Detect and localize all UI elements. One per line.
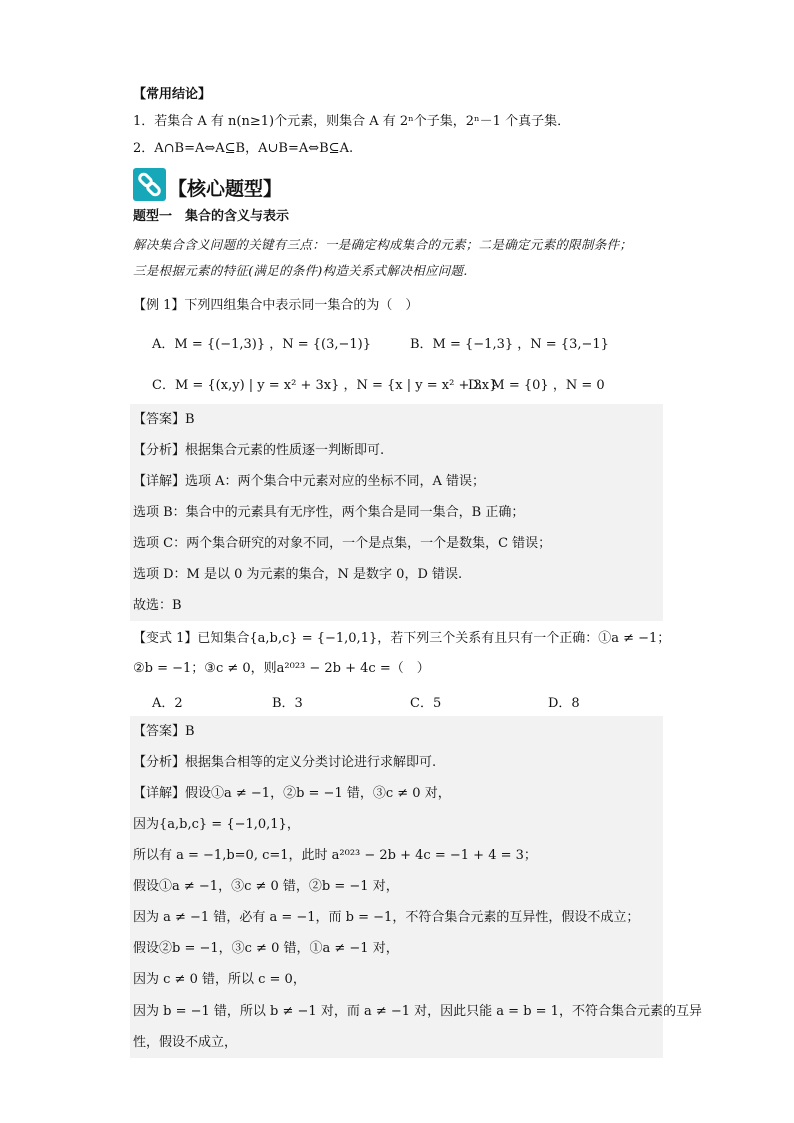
example1-detail-1: 【详解】选项 A：两个集合中元素对应的坐标不同，A 错误； [133,474,486,489]
example1-choice: 故选：B [133,598,182,613]
variant1-detail-3: 所以有 a = −1,b=0, c=1，此时 a²⁰²³ − 2b + 4c = −1 + 4 = 3； [133,848,537,863]
variant1-option-d: D．8 [548,696,580,711]
example1-option-a: A．M = {(−1,3)} ，N = {(3,−1)} [152,337,372,352]
conclusions-heading: 【常用结论】 [133,87,212,102]
variant1-detail-7: 因为 c ≠ 0 错，所以 c = 0， [133,972,306,987]
conclusion-item-2: 2．A∩B=A⇔A⊆B，A∪B=A⇔B⊆A. [133,141,354,156]
variant1-question-1: 【变式 1】已知集合{a,b,c} = {−1,0,1}，若下列三个关系有且只有一个正确：①a ≠ −1； [133,631,671,646]
example1-question: 【例 1】下列四组集合中表示同一集合的为（ ） [133,298,419,313]
example1-option-d: D．M = {0} ，N = 0 [468,378,605,393]
example1-option-c: C．M = {(x,y) | y = x² + 3x} ，N = {x | y = x² + 3x} [152,378,498,393]
variant1-detail-1: 【详解】假设①a ≠ −1，②b = −1 错，③c ≠ 0 对， [133,786,451,801]
variant1-question-2: ②b = −1；③c ≠ 0，则a²⁰²³ − 2b + 4c =（ ） [133,661,430,676]
topic1-note-1: 解决集合含义问题的关键有三点：一是确定构成集合的元素；二是确定元素的限制条件； [133,237,633,252]
topic1-note-2: 三是根据元素的特征(满足的条件)构造关系式解决相应问题. [133,263,468,278]
variant1-detail-9: 性，假设不成立， [133,1035,238,1050]
variant1-detail-6: 假设②b = −1，③c ≠ 0 错，①a ≠ −1 对， [133,941,399,956]
example1-answer: 【答案】B [133,412,195,427]
variant1-option-a: A．2 [152,696,183,711]
example1-option-b: B．M = {−1,3} ，N = {3,−1} [410,337,609,352]
variant1-detail-8: 因为 b = −1 错，所以 b ≠ −1 对，而 a ≠ −1 对，因此只能 a = b = 1，不符合集合元素的互异 [133,1004,702,1019]
variant1-detail-2: 因为{a,b,c} = {−1,0,1}， [133,817,300,832]
link-icon [133,168,166,201]
core-title: 【核心题型】 [168,178,283,200]
topic1-title: 题型一 集合的含义与表示 [133,209,290,224]
variant1-option-c: C．5 [410,696,442,711]
variant1-option-b: B．3 [272,696,303,711]
example1-detail-2: 选项 B：集合中的元素具有无序性，两个集合是同一集合，B 正确； [133,505,525,520]
variant1-analysis: 【分析】根据集合相等的定义分类讨论进行求解即可. [133,755,437,770]
example1-detail-4: 选项 D：M 是以 0 为元素的集合，N 是数字 0，D 错误. [133,567,463,582]
variant1-answer: 【答案】B [133,724,195,739]
variant1-detail-5: 因为 a ≠ −1 错，必有 a = −1，而 b = −1，不符合集合元素的互异性，假设不成立； [133,910,640,925]
example1-analysis: 【分析】根据集合元素的性质逐一判断即可. [133,443,385,458]
conclusion-item-1: 1．若集合 A 有 n(n≥1)个元素，则集合 A 有 2ⁿ个子集，2ⁿ－1 个真子集． [133,114,571,129]
variant1-detail-4: 假设①a ≠ −1，③c ≠ 0 错，②b = −1 对， [133,879,399,894]
example1-detail-3: 选项 C：两个集合研究的对象不同，一个是点集，一个是数集，C 错误； [133,536,552,551]
